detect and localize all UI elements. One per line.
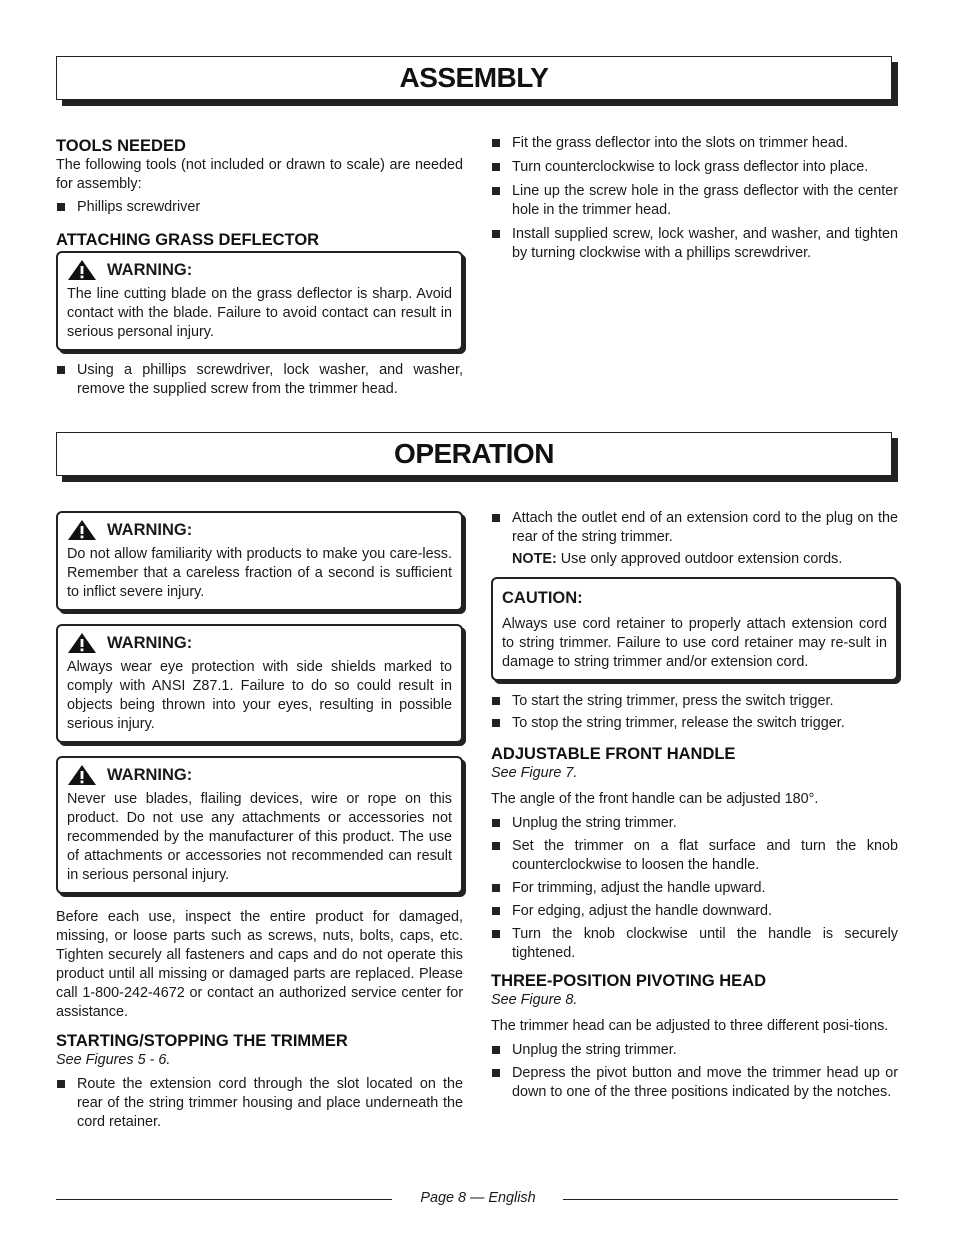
tools-list: [56, 198, 463, 217]
starting-heading: STARTING/STOPPING THE TRIMMER: [56, 1032, 348, 1050]
warning-label: WARNING:: [107, 766, 193, 784]
warning-triangle-icon: [67, 764, 97, 786]
list-item: Turn counterclockwise to lock grass deflector into place.: [491, 158, 898, 177]
warning-box-familiarity: [56, 511, 463, 611]
caution-label: CAUTION:: [502, 589, 583, 607]
assembly-left-column: [56, 136, 463, 399]
warning-triangle-icon: [67, 632, 97, 654]
caution-text: Always use cord retainer to properly attach extension cord to string trimmer. Failure to use cord retainer may re-sult in damage to string trimmer and/or extension cord.: [502, 616, 887, 670]
operation-title: OPERATION: [394, 438, 554, 469]
assembly-left-steps: [56, 361, 463, 399]
note-text: Use only approved outdoor extension cords.: [560, 551, 843, 567]
pivot-see-figure: See Figure 8.: [491, 992, 578, 1008]
warning-label: WARNING:: [107, 634, 193, 652]
footer-rule-right: [563, 1199, 898, 1200]
note-label: NOTE:: [512, 551, 557, 567]
pivot-heading: THREE-POSITION PIVOTING HEAD: [491, 972, 767, 990]
assembly-right-steps: [491, 134, 898, 263]
warning-text: Always wear eye protection with side shields marked to comply with ANSI Z87.1. Failure to do so could result in objects being thrown into your eyes, resulting in possible serious injury.: [67, 659, 452, 732]
note: [491, 550, 898, 569]
deflector-warning-box: [56, 251, 463, 351]
list-item: Unplug the string trimmer.: [491, 814, 898, 833]
pivot-steps: [491, 1041, 898, 1102]
pivot-text: The trimmer head can be adjusted to three different posi-tions.: [491, 1018, 889, 1034]
list-item: For trimming, adjust the handle upward.: [491, 879, 898, 898]
deflector-heading: ATTACHING GRASS DEFLECTOR: [56, 231, 320, 249]
list-item: To start the string trimmer, press the switch trigger.: [491, 692, 898, 711]
handle-heading: ADJUSTABLE FRONT HANDLE: [491, 745, 736, 763]
assembly-right-column: [491, 134, 898, 263]
page-number: Page 8 — English: [420, 1190, 536, 1206]
operation-banner: [56, 432, 892, 476]
assembly-title: ASSEMBLY: [399, 62, 549, 93]
list-item: Attach the outlet end of an extension cord to the plug on the rear of the string trimmer.: [491, 509, 898, 547]
warning-label: WARNING:: [107, 521, 193, 539]
assembly-banner: [56, 56, 892, 100]
operation-left-column: [56, 511, 463, 1132]
warning-label: WARNING:: [107, 261, 193, 279]
handle-see-figure: See Figure 7.: [491, 765, 578, 781]
list-item: To stop the string trimmer, release the switch trigger.: [491, 714, 898, 733]
warning-triangle-icon: [67, 259, 97, 281]
warning-text: Do not allow familiarity with products to make you care-less. Remember that a careless fraction of a second is sufficient to inflict severe injury.: [67, 546, 452, 600]
list-item: Unplug the string trimmer.: [491, 1041, 898, 1060]
handle-steps: [491, 814, 898, 963]
tools-text: The following tools (not included or drawn to scale) are needed for assembly:: [56, 157, 463, 192]
operation-right-column: [491, 509, 898, 1102]
list-item: Fit the grass deflector into the slots on trimmer head.: [491, 134, 898, 153]
warning-text: The line cutting blade on the grass deflector is sharp. Avoid contact with the blade. Failure to avoid contact can result in serious personal injury.: [67, 286, 452, 340]
list-item: Line up the screw hole in the grass deflector with the center hole in the trimmer head.: [491, 182, 898, 220]
list-item: Turn the knob clockwise until the handle is securely tightened.: [491, 925, 898, 963]
warning-box-eye-protection: [56, 624, 463, 743]
warning-triangle-icon: [67, 519, 97, 541]
list-item: Route the extension cord through the slot located on the rear of the string trimmer housing and place underneath the cord retainer.: [56, 1075, 463, 1132]
handle-text: The angle of the front handle can be adjusted 180°.: [491, 791, 819, 807]
caution-box: [491, 577, 898, 681]
list-item: Depress the pivot button and move the trimmer head up or down to one of the three positions indicated by the notches.: [491, 1064, 898, 1102]
inspect-text: Before each use, inspect the entire product for damaged, missing, or loose parts such as screws, nuts, bolts, caps, etc. Tighten securely all fasteners and caps and do not operate this product until all missing or damaged parts are replaced. Please call 1-800-242-4672 or contact an authorized service center for assistance.: [56, 909, 463, 1020]
list-item: Using a phillips screwdriver, lock washer, and washer, remove the supplied screw from the trimmer head.: [56, 361, 463, 399]
warning-text: Never use blades, flailing devices, wire or rope on this product. Do not use any attachments or accessories not recommended by the manufacturer of this product. The use of attachments or accessories not recommended can result in serious personal injury.: [67, 791, 452, 883]
switch-steps: [491, 692, 898, 733]
starting-see-figures: See Figures 5 - 6.: [56, 1052, 171, 1068]
list-item: Set the trimmer on a flat surface and turn the knob counterclockwise to loosen the handle.: [491, 837, 898, 875]
list-item: For edging, adjust the handle downward.: [491, 902, 898, 921]
list-item: Install supplied screw, lock washer, and washer, and tighten by turning clockwise with a phillips screwdriver.: [491, 225, 898, 263]
tools-heading: TOOLS NEEDED: [56, 137, 186, 155]
footer-rule-left: [56, 1199, 392, 1200]
starting-steps: [56, 1075, 463, 1132]
warning-box-attachments: [56, 756, 463, 894]
list-item: Phillips screwdriver: [56, 198, 463, 217]
attach-steps: [491, 509, 898, 547]
